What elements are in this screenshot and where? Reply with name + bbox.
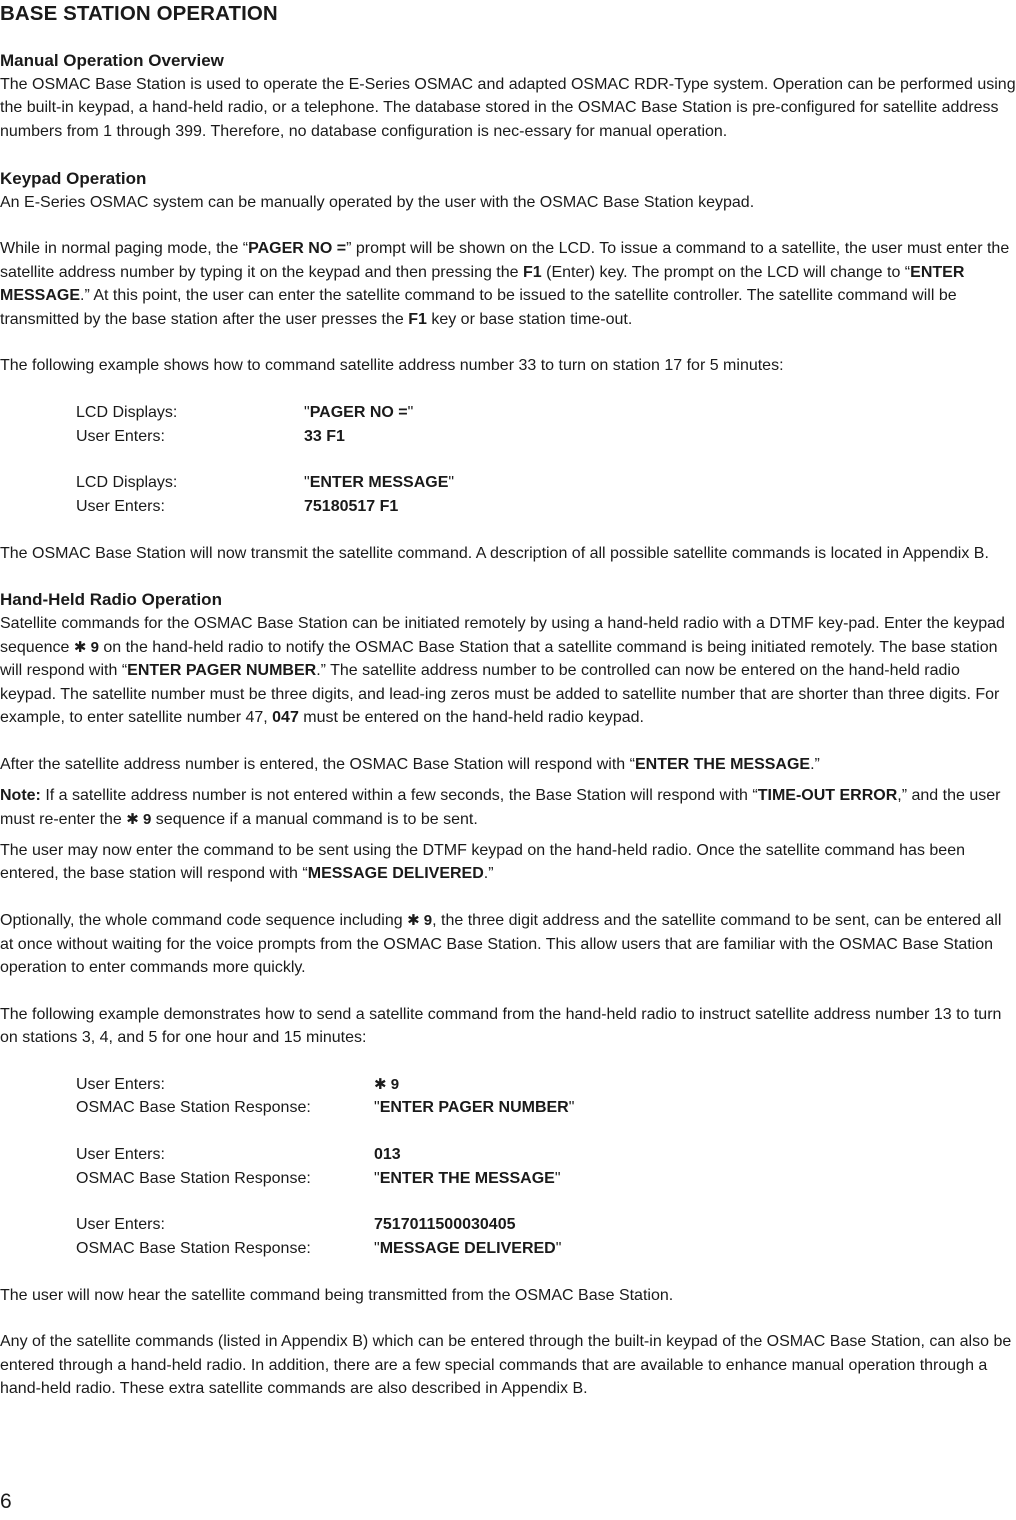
- keypad-outro: The OSMAC Base Station will now transmit the satellite command. A description of all possible satellite commands is located in Appendix B.: [0, 544, 989, 562]
- example-label: OSMAC Base Station Response:: [76, 1169, 311, 1187]
- keypad-example-intro: The following example shows how to command satellite address number 33 to turn on station 17 for 5 minutes:: [0, 357, 784, 375]
- example-value: "ENTER MESSAGE": [304, 474, 455, 492]
- radio-paragraph: Optionally, the whole command code sequence including ✱ 9, the three digit address and the satellite command to be sent, can be entered all at once without waiting for the voice prompts from the OSMAC Base Station. This allow users that are familiar with the OSMAC Base Station operation to enter commands more quickly.: [0, 912, 1002, 977]
- radio-example-table: [0, 1143, 1016, 1190]
- example-label: LCD Displays:: [76, 474, 178, 492]
- radio-paragraph: The user will now hear the satellite command being transmitted from the OSMAC Base Station.: [0, 1286, 674, 1304]
- manual-paragraph: The OSMAC Base Station is used to operate the E-Series OSMAC and adapted OSMAC RDR-Type system. Operation can be performed using the built-in keypad, a hand-held radio, or a telephone. The database stored in the OSMAC Base Station is pre-configured for satellite address numbers from 1 through 399. Therefore, no database configuration is nec-essary for manual operation.: [0, 76, 1016, 140]
- radio-example-intro: The following example demonstrates how to send a satellite command from the hand-held radio to instruct satellite address number 13 to turn on stations 3, 4, and 5 for one hour and 15 minutes:: [0, 1005, 1002, 1047]
- example-label: User Enters:: [76, 497, 165, 515]
- example-value: 33 F1: [304, 427, 345, 445]
- example-value: 7517011500030405: [374, 1216, 516, 1234]
- note-paragraph: Note: If a satellite address number is not entered within a few seconds, the Base Station will respond with “TIME-OUT ERROR,” and the user must re-enter the ✱ 9 sequence if a manual command is to be sent.: [0, 787, 1001, 828]
- section-heading-manual: Manual Operation Overview: [0, 51, 224, 70]
- example-value: 75180517 F1: [304, 497, 399, 515]
- radio-example-table: [0, 1073, 1016, 1120]
- example-value: "PAGER NO =": [304, 404, 414, 422]
- radio-paragraph: The user may now enter the command to be sent using the DTMF keypad on the hand-held radio. Once the satellite command has been entered, the base station will respond with “MESSAGE DELIVERED.”: [0, 842, 965, 883]
- note-label: Note:: [0, 787, 41, 805]
- radio-paragraph: After the satellite address number is entered, the OSMAC Base Station will respond with “ENTER THE MESSAGE.”: [0, 755, 820, 773]
- example-label: OSMAC Base Station Response:: [76, 1099, 311, 1117]
- radio-example-table: [0, 1213, 1016, 1260]
- example-value: 013: [374, 1146, 401, 1164]
- section-heading-radio: Hand-Held Radio Operation: [0, 590, 222, 610]
- example-value: "ENTER THE MESSAGE": [374, 1169, 561, 1187]
- document-body: [0, 49, 1016, 1401]
- example-label: User Enters:: [76, 427, 165, 445]
- example-label: User Enters:: [76, 1076, 165, 1094]
- example-label: User Enters:: [76, 1146, 165, 1164]
- page-number: 6: [0, 1490, 12, 1513]
- keypad-example-table: [0, 471, 1016, 518]
- example-label: LCD Displays:: [76, 404, 178, 422]
- example-value: "ENTER PAGER NUMBER": [374, 1099, 575, 1117]
- example-value: ✱ 9: [374, 1076, 400, 1094]
- radio-paragraph: Satellite commands for the OSMAC Base Station can be initiated remotely by using a hand-held radio with a DTMF key-pad. Enter the keypad sequence ✱ 9 on the hand-held radio to notify the OSMAC Base Station that a satellite command is being initiated remotely. The base station will respond with “ENTER PAGER NUMBER.” The satellite address number to be controlled can now be entered on the hand-held radio keypad. The satellite number must be three digits, and lead-ing zeros must be added to satellite number that are shorter than three digits. For example, to enter satellite number 47, 047 must be entered on the hand-held radio keypad.: [0, 615, 1005, 727]
- example-value: "MESSAGE DELIVERED": [374, 1239, 562, 1257]
- keypad-intro: An E-Series OSMAC system can be manually operated by the user with the OSMAC Base Station keypad.: [0, 193, 755, 211]
- section-heading-keypad: Keypad Operation: [0, 168, 147, 188]
- keypad-example-table: [0, 401, 1016, 448]
- page-title: BASE STATION OPERATION: [0, 2, 278, 25]
- example-label: User Enters:: [76, 1216, 165, 1234]
- example-label: OSMAC Base Station Response:: [76, 1239, 311, 1257]
- keypad-paragraph: While in normal paging mode, the “PAGER NO =” prompt will be shown on the LCD. To issue a command to a satellite, the user must enter the satellite address number by typing it on the keypad and then pressing the F1 (Enter) key. The prompt on the LCD will change to “ENTER MESSAGE.” At this point, the user can enter the satellite command to be issued to the satellite controller. The satellite command will be transmitted by the base station after the user presses the F1 key or base station time-out.: [0, 240, 1010, 328]
- radio-paragraph: Any of the satellite commands (listed in Appendix B) which can be entered through the built-in keypad of the OSMAC Base Station, can also be entered through a hand-held radio. In addition, there are a few special commands that are available to enhance manual operation through a hand-held radio. These extra satellite commands are also described in Appendix B.: [0, 1333, 1012, 1398]
